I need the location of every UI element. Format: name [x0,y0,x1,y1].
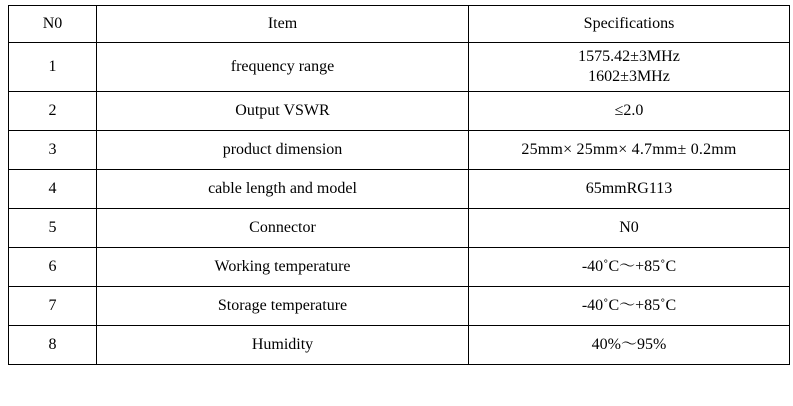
row-specification: 65mmRG113 [469,170,790,209]
table-header [9,6,790,43]
spec-line: 1602±3MHz [588,68,670,85]
column-header-specifications: Specifications [469,6,790,43]
row-specification: N0 [469,209,790,248]
row-item: frequency range [97,43,469,92]
spec-line: 1575.42±3MHz [578,48,680,65]
row-number: 2 [9,92,97,131]
row-specification: 25mm× 25mm× 4.7mm± 0.2mm [469,131,790,170]
table-row [9,326,790,365]
table-header-row [9,6,790,43]
row-item: Working temperature [97,248,469,287]
table-row [9,287,790,326]
row-specification: -40˚C～+85˚C [469,248,790,287]
row-specification [469,43,790,92]
column-header-item: Item [97,6,469,43]
column-header-no: N0 [9,6,97,43]
table-row [9,209,790,248]
row-item: Storage temperature [97,287,469,326]
specifications-table [8,5,790,365]
table-row [9,43,790,92]
table-row [9,248,790,287]
row-item: product dimension [97,131,469,170]
row-item: Humidity [97,326,469,365]
row-number: 7 [9,287,97,326]
row-item: Output VSWR [97,92,469,131]
row-number: 5 [9,209,97,248]
row-specification: ≤2.0 [469,92,790,131]
row-item: Connector [97,209,469,248]
table-row [9,170,790,209]
row-item: cable length and model [97,170,469,209]
row-number: 4 [9,170,97,209]
table-row [9,131,790,170]
row-specification: -40˚C～+85˚C [469,287,790,326]
row-specification: 40%～95% [469,326,790,365]
row-number: 6 [9,248,97,287]
table-body [9,43,790,365]
document-page [0,5,793,406]
row-number: 8 [9,326,97,365]
row-number: 3 [9,131,97,170]
row-number: 1 [9,43,97,92]
table-row [9,92,790,131]
